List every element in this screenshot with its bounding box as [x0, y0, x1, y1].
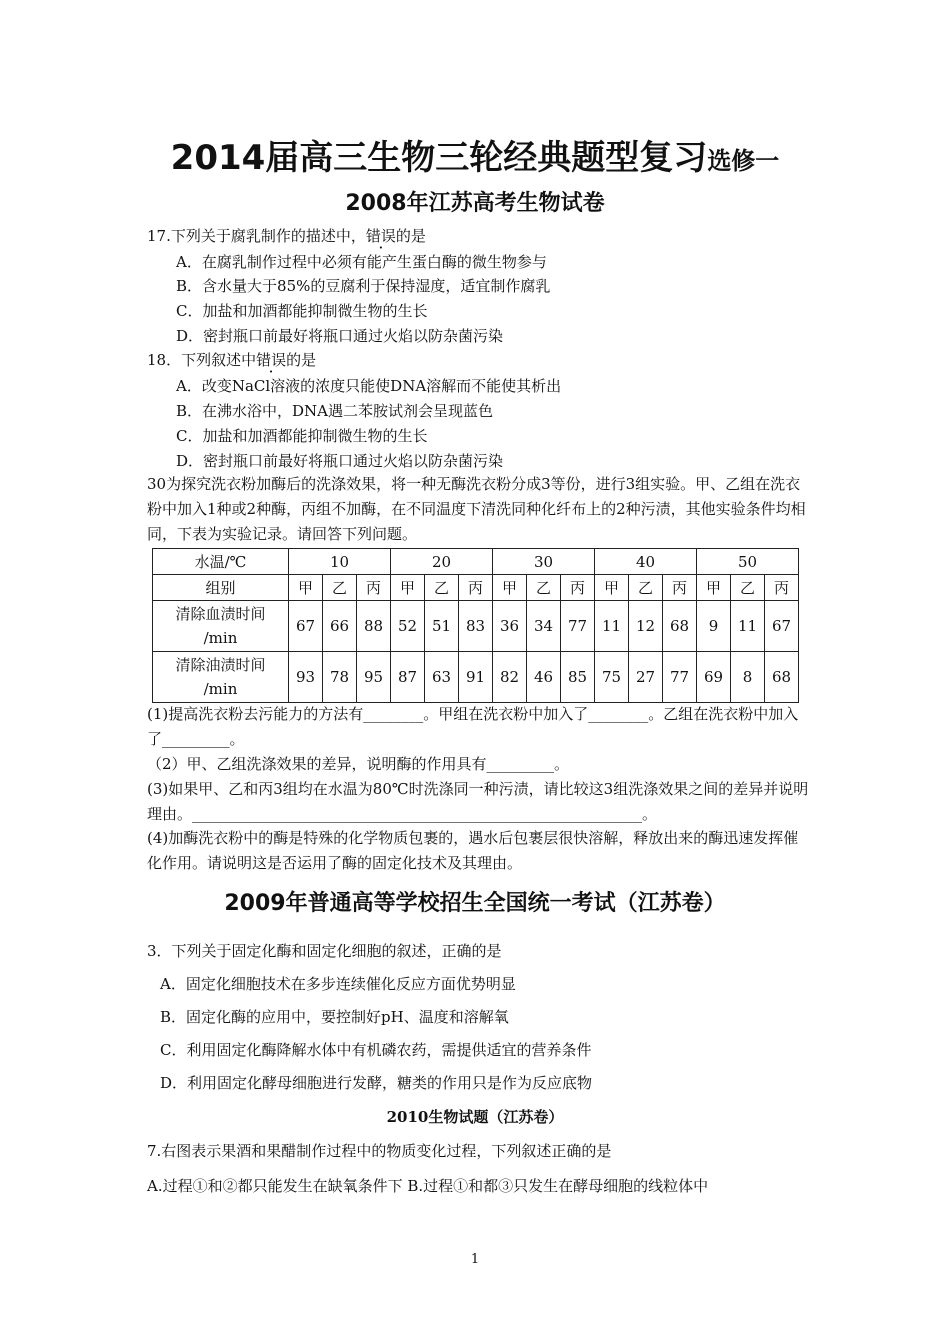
table-cell: 78 — [323, 652, 357, 703]
table-cell: 30 — [493, 549, 595, 575]
q18-option-c: C．加盐和加酒都能抑制微生物的生长 — [176, 427, 428, 445]
q17-option-c: C．加盐和加酒都能抑制微生物的生长 — [176, 302, 428, 320]
q30-sub4: (4)加酶洗衣粉中的酶是特殊的化学物质包裹的，遇水后包裹层很快溶解，释放出来的酶迅速发挥催化作用。请说明这是否运用了酶的固定化技术及其理由。 — [147, 829, 799, 872]
table-cell: 9 — [697, 601, 731, 652]
emphasis-mark: 错误 — [365, 227, 396, 245]
table-cell: 40 — [595, 549, 697, 575]
q30-intro: 30为探究洗衣粉加酶后的洗涤效果，将一种无酶洗衣粉分成3等份，进行3组实验。甲、乙组在洗衣粉中加入1种或2种酶，丙组不加酶，在不同温度下清洗同种化纤布上的2种污渍，其他实验条件均相同，下表为实验记录。请回答下列问题。 — [147, 475, 806, 543]
table-cell: 63 — [425, 652, 459, 703]
table-row-temperature — [153, 549, 799, 575]
table-cell: 85 — [561, 652, 595, 703]
table-cell: 11 — [731, 601, 765, 652]
table-cell: 36 — [493, 601, 527, 652]
q3-option-c: C．利用固定化酶降解水体中有机磷农药，需提供适宜的营养条件 — [160, 1041, 592, 1059]
q17-option-b: B．含水量大于85%的豆腐利于保持湿度，适宜制作腐乳 — [176, 277, 551, 295]
table-cell: 清除油渍时间 /min — [153, 652, 289, 703]
table-cell: 10 — [289, 549, 391, 575]
table-cell: 68 — [765, 652, 799, 703]
table-cell: 52 — [391, 601, 425, 652]
table-cell: 甲 — [391, 575, 425, 601]
q18-option-a: A．改变NaCl溶液的浓度只能使DNA溶解而不能使其析出 — [176, 377, 562, 395]
table-cell: 乙 — [425, 575, 459, 601]
table-cell: 34 — [527, 601, 561, 652]
table-cell: 8 — [731, 652, 765, 703]
table-cell: 水温/℃ — [153, 549, 289, 575]
table-cell: 46 — [527, 652, 561, 703]
table-cell: 77 — [561, 601, 595, 652]
table-cell: 95 — [357, 652, 391, 703]
q3-option-a: A．固定化细胞技术在多步连续催化反应方面优势明显 — [160, 975, 516, 993]
table-cell: 20 — [391, 549, 493, 575]
section-heading-2010: 2010生物试题（江苏卷） — [386, 1108, 564, 1126]
table-cell: 乙 — [323, 575, 357, 601]
table-cell: 甲 — [697, 575, 731, 601]
q30-sub3: (3)如果甲、乙和丙3组均在水温为80℃时洗涤同一种污渍，请比较这3组洗涤效果之间的差异并说明理由。____________________________________________________________。 — [147, 780, 809, 823]
table-cell: 67 — [765, 601, 799, 652]
table-cell: 丙 — [459, 575, 493, 601]
table-cell: 27 — [629, 652, 663, 703]
q17-option-d: D．密封瓶口前最好将瓶口通过火焰以防杂菌污染 — [176, 327, 504, 345]
table-cell: 50 — [697, 549, 799, 575]
table-cell: 91 — [459, 652, 493, 703]
table-cell: 69 — [697, 652, 731, 703]
table-cell: 乙 — [731, 575, 765, 601]
table-cell: 93 — [289, 652, 323, 703]
table-cell: 丙 — [357, 575, 391, 601]
table-cell: 75 — [595, 652, 629, 703]
table-cell: 82 — [493, 652, 527, 703]
q3-stem: 3．下列关于固定化酶和固定化细胞的叙述，正确的是 — [147, 942, 502, 960]
page-title — [0, 130, 950, 179]
table-cell: 清除血渍时间 /min — [153, 601, 289, 652]
table-row-blood-stain — [153, 601, 799, 652]
title-main: 2014届高三生物三轮经典题型复习 — [170, 138, 708, 178]
q3-option-b: B．固定化酶的应用中，要控制好pH、温度和溶解氧 — [160, 1008, 509, 1026]
table-cell: 甲 — [289, 575, 323, 601]
table-row-oil-stain — [153, 652, 799, 703]
q17-option-a: A．在腐乳制作过程中必须有能产生蛋白酶的微生物参与 — [176, 253, 547, 271]
page-number: 1 — [470, 1252, 480, 1267]
q18-option-b: B．在沸水浴中，DNA遇二苯胺试剂会呈现蓝色 — [176, 402, 494, 420]
table-cell: 87 — [391, 652, 425, 703]
title-suffix: 选修一 — [707, 147, 780, 175]
table-cell: 甲 — [493, 575, 527, 601]
table-cell: 66 — [323, 601, 357, 652]
table-row-groups — [153, 575, 799, 601]
emphasis-mark: 错误 — [256, 351, 287, 369]
experiment-table — [152, 548, 799, 703]
table-cell: 51 — [425, 601, 459, 652]
table-cell: 77 — [663, 652, 697, 703]
table-cell: 11 — [595, 601, 629, 652]
q18-stem: 18．下列叙述中错误的是 — [147, 351, 317, 369]
table-cell: 甲 — [595, 575, 629, 601]
q17-stem: 17.下列关于腐乳制作的描述中，错误的是 — [147, 227, 426, 245]
table-cell: 乙 — [629, 575, 663, 601]
table-cell: 67 — [289, 601, 323, 652]
table-cell: 83 — [459, 601, 493, 652]
table-cell: 12 — [629, 601, 663, 652]
table-cell: 68 — [663, 601, 697, 652]
section-heading-2009: 2009年普通高等学校招生全国统一考试（江苏卷） — [224, 891, 726, 916]
table-cell: 乙 — [527, 575, 561, 601]
q7-stem: 7.右图表示果酒和果醋制作过程中的物质变化过程，下列叙述正确的是 — [147, 1142, 612, 1160]
table-cell: 丙 — [765, 575, 799, 601]
q30-sub2: （2）甲、乙组洗涤效果的差异，说明酶的作用具有_________。 — [147, 755, 570, 773]
table-cell: 88 — [357, 601, 391, 652]
q30-sub1: (1)提高洗衣粉去污能力的方法有________。甲组在洗衣粉中加入了________。乙组在洗衣粉中加入了_________。 — [147, 705, 799, 748]
table-cell: 组别 — [153, 575, 289, 601]
q7-options: A.过程①和②都只能发生在缺氧条件下 B.过程①和都③只发生在酵母细胞的线粒体中 — [147, 1177, 709, 1195]
table-cell: 丙 — [663, 575, 697, 601]
table-cell: 丙 — [561, 575, 595, 601]
q3-option-d: D．利用固定化酵母细胞进行发酵，糖类的作用只是作为反应底物 — [160, 1074, 593, 1092]
q18-option-d: D．密封瓶口前最好将瓶口通过火焰以防杂菌污染 — [176, 452, 504, 470]
section-heading-2008: 2008年江苏高考生物试卷 — [345, 191, 605, 216]
